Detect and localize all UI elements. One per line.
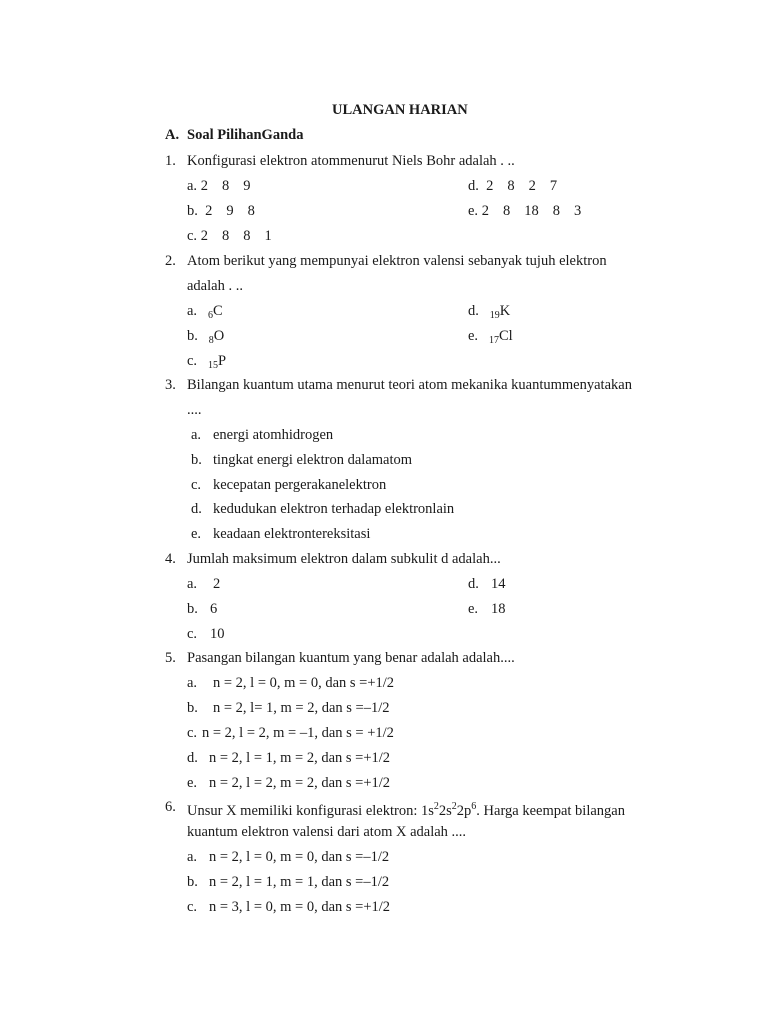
question-number: 3. — [165, 377, 176, 393]
option-a-text: n = 2, l = 0, m = 0, dan s =+1/2 — [213, 675, 395, 691]
option-b: b. 2 9 8 — [187, 203, 255, 219]
option-c: c. — [187, 725, 198, 741]
option-e: e. — [468, 601, 479, 617]
option-letter: b. — [187, 203, 198, 219]
section-label: Soal PilihanGanda — [187, 127, 304, 143]
option-c: c. $_{15}$P — [187, 353, 227, 371]
option-e-text: n = 2, l = 2, m = 2, dan s =+1/2 — [209, 775, 391, 791]
option-b: b. $_8$O — [187, 328, 225, 346]
option-c: c. — [191, 477, 202, 493]
option-c-text: kecepatan pergerakanelektron — [213, 477, 387, 493]
option-c: c. — [187, 899, 198, 915]
option-a: a. $_6$C — [187, 303, 223, 321]
option-d-text: kedudukan elektron terhadap elektronlain — [213, 501, 455, 517]
option-d-text: 14 — [491, 576, 506, 592]
option-c: c. — [187, 626, 198, 642]
option-e: e. — [187, 775, 198, 791]
option-c-text: 10 — [210, 626, 225, 642]
option-a: a. 2 8 9 — [187, 178, 251, 194]
option-b-text: n = 2, l= 1, m = 2, dan s =–1/2 — [213, 700, 390, 716]
option-b: b. — [187, 601, 198, 617]
option-b: b. — [191, 452, 202, 468]
question-number: 6. — [165, 799, 176, 815]
option-d: d. — [191, 501, 202, 517]
option-e-text: keadaan elektrontereksitasi — [213, 526, 371, 542]
option-letter: c. — [187, 228, 198, 244]
option-a: a. — [191, 427, 202, 443]
option-letter: a. — [187, 178, 198, 194]
question-number: 4. — [165, 551, 176, 567]
question-text-cont: kuantum elektron valensi dari atom X adalah .... — [187, 824, 467, 840]
option-a-text: n = 2, l = 0, m = 0, dan s =–1/2 — [209, 849, 390, 865]
question-number: 2. — [165, 253, 176, 269]
question-number: 5. — [165, 650, 176, 666]
section-number: A. — [165, 127, 180, 143]
option-a-text: energi atomhidrogen — [213, 427, 334, 443]
question-text: Pasangan bilangan kuantum yang benar adalah adalah.... — [187, 650, 515, 666]
option-b-text: 6 — [210, 601, 218, 617]
question-text-cont: .... — [187, 402, 202, 418]
option-d: d. $_{19}$K — [468, 303, 511, 321]
option-e: e. — [191, 526, 202, 542]
question-text: Unsur X memiliki konfigurasi elektron: $1s^22s^22p^6$. Harga keempat bilangan — [187, 801, 625, 819]
question-text: Bilangan kuantum utama menurut teori atom mekanika kuantummenyatakan — [187, 377, 632, 393]
option-b: b. — [187, 700, 198, 716]
option-d: d. — [468, 576, 479, 592]
option-b-text: n = 2, l = 1, m = 1, dan s =–1/2 — [209, 874, 390, 890]
option-a-text: 2 — [213, 576, 221, 592]
option-c-text: n = 3, l = 0, m = 0, dan s =+1/2 — [209, 899, 391, 915]
question-text-cont: adalah . .. — [187, 278, 243, 294]
option-letter: e. — [468, 203, 479, 219]
option-e-text: 18 — [491, 601, 506, 617]
option-d: d. — [187, 750, 198, 766]
option-e: e. 2 8 18 8 3 — [468, 203, 582, 219]
option-a: a. — [187, 675, 198, 691]
option-a: a. — [187, 576, 198, 592]
question-text: Jumlah maksimum elektron dalam subkulit d adalah... — [187, 551, 501, 567]
question-text: Konfigurasi elektron atommenurut Niels Bohr adalah . .. — [187, 153, 515, 169]
option-b: b. — [187, 874, 198, 890]
document-title: ULANGAN HARIAN — [332, 102, 468, 118]
question-text: Atom berikut yang mempunyai elektron valensi sebanyak tujuh elektron — [187, 253, 607, 269]
option-letter: d. — [468, 178, 479, 194]
option-c-text: n = 2, l = 2, m = –1, dan s = +1/2 — [202, 725, 394, 741]
option-d-text: n = 2, l = 1, m = 2, dan s =+1/2 — [209, 750, 391, 766]
option-c: c. 2 8 8 1 — [187, 228, 272, 244]
option-e: e. $_{17}$Cl — [468, 328, 513, 346]
option-a: a. — [187, 849, 198, 865]
option-b-text: tingkat energi elektron dalamatom — [213, 452, 413, 468]
option-d: d. 2 8 2 7 — [468, 178, 558, 194]
question-number: 1. — [165, 153, 176, 169]
